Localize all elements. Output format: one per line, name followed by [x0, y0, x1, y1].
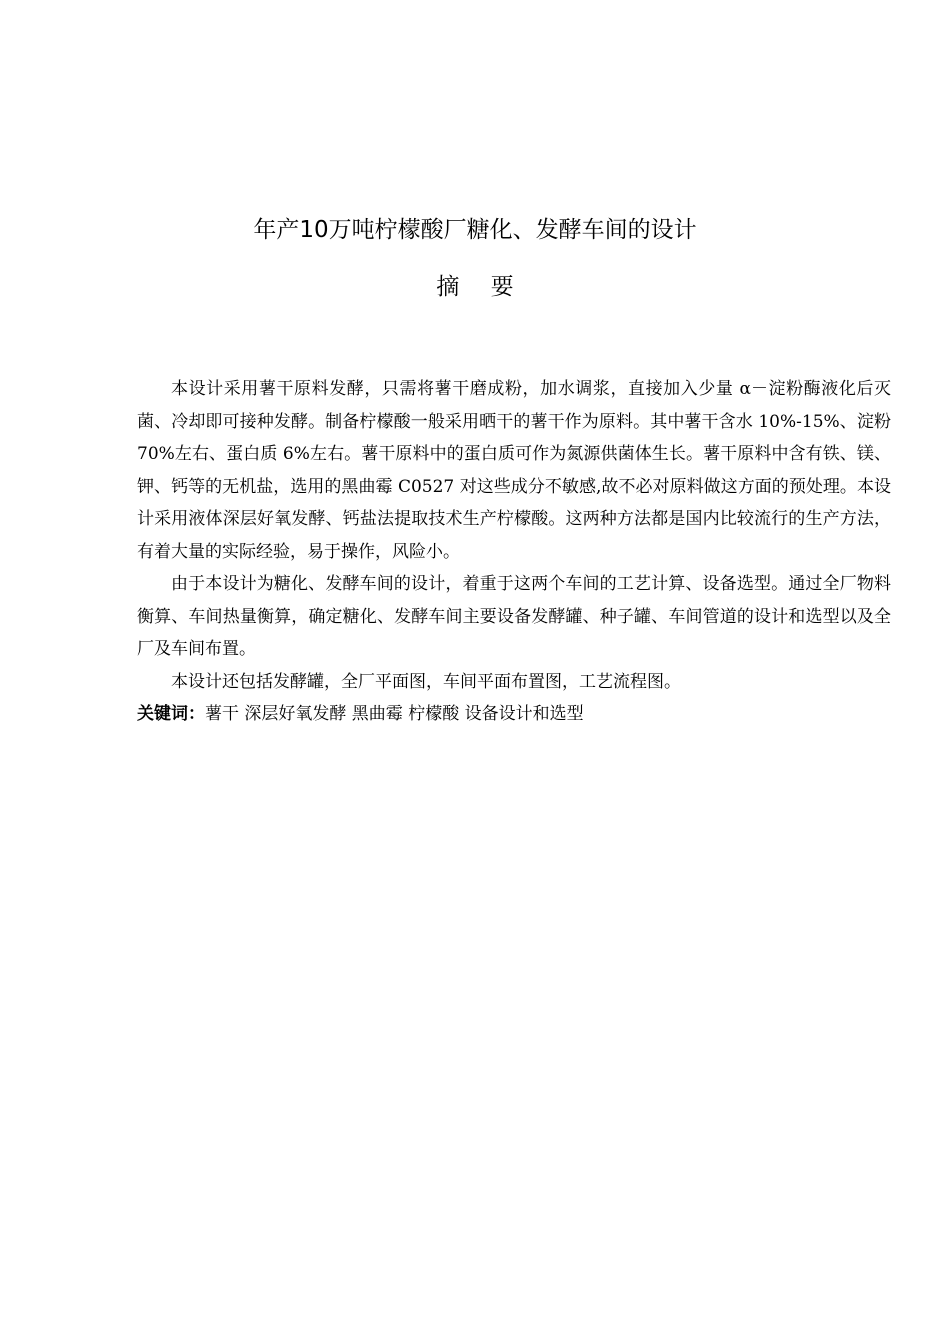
keywords-line: [137, 698, 891, 731]
keywords-label: 关键词：: [137, 704, 205, 724]
abstract-paragraph-3: 本设计还包括发酵罐，全厂平面图，车间平面布置图，工艺流程图。: [171, 671, 681, 692]
keywords-value: 薯干 深层好氧发酵 黑曲霉 柠檬酸 设备设计和选型: [205, 704, 584, 724]
abstract-heading: 摘 要: [436, 274, 526, 300]
document-title: 年产10万吨柠檬酸厂糖化、发酵车间的设计: [253, 217, 697, 243]
abstract-paragraph-1: 本设计采用薯干原料发酵，只需将薯干磨成粉，加水调浆，直接加入少量 α－淀粉酶液化后灭菌、冷却即可接种发酵。制备柠檬酸一般采用晒干的薯干作为原料。其中薯干含水 10%-15%、淀粉 70%左右、蛋白质 6%左右。薯干原料中的蛋白质可作为氮源供菌体生长。薯干原料中含有铁、镁、钾、钙等的无机盐，选用的黑曲霉 C0527 对这些成分不敏感,故不必对原料做这方面的预处理。本设计采用液体深层好氧发酵、钙盐法提取技术生产柠檬酸。这两种方法都是国内比较流行的生产方法，有着大量的实际经验，易于操作，风险小。: [137, 379, 891, 562]
abstract-paragraph-2: 由于本设计为糖化、发酵车间的设计，着重于这两个车间的工艺计算、设备选型。通过全厂物料衡算、车间热量衡算，确定糖化、发酵车间主要设备发酵罐、种子罐、车间管道的设计和选型以及全厂及车间布置。: [137, 574, 891, 659]
abstract-body: [137, 373, 891, 731]
